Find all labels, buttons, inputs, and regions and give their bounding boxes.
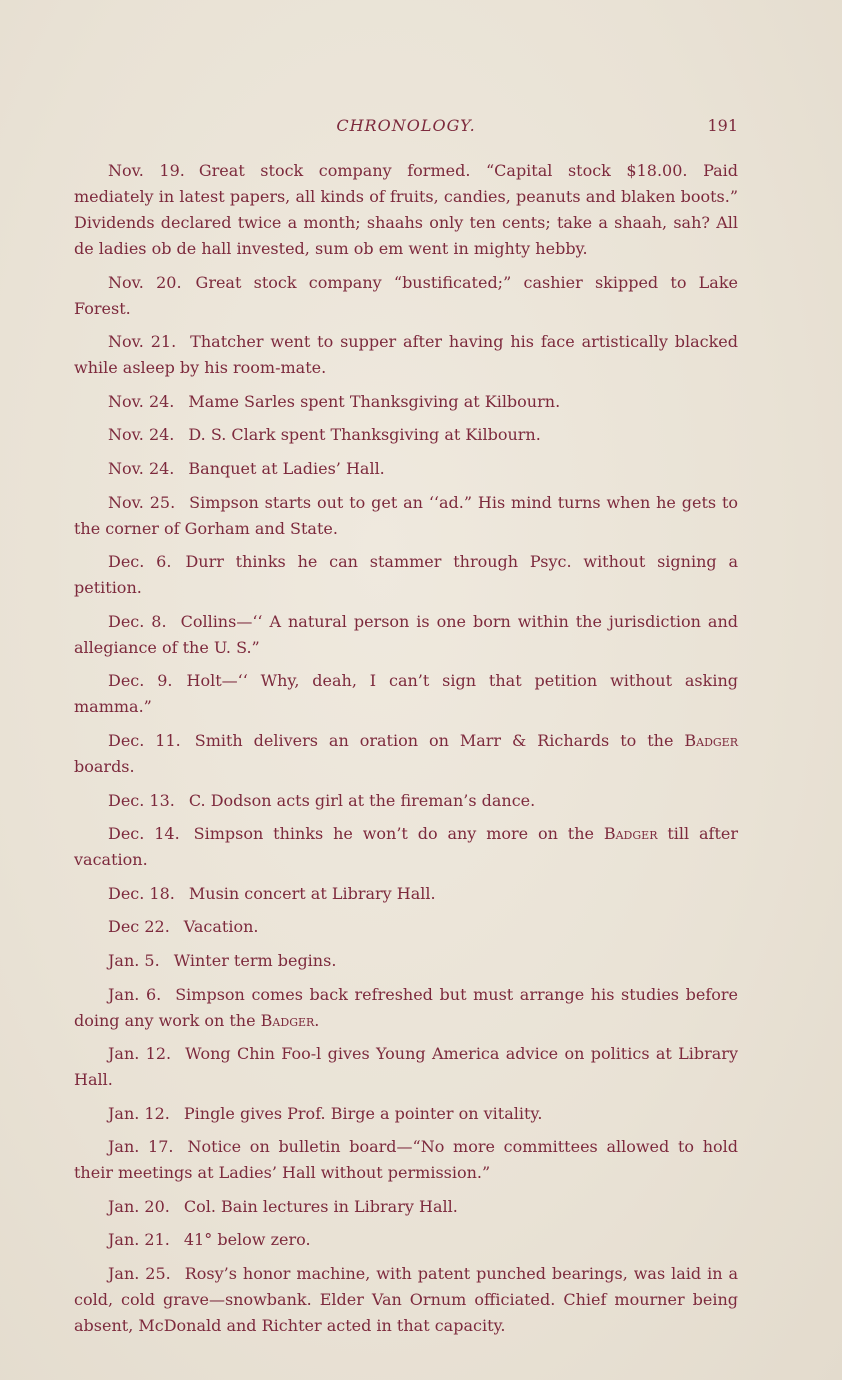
entry-text: Simpson thinks he won’t do any more on the xyxy=(193,824,604,844)
entry-date: Dec. 18. xyxy=(108,883,175,903)
entry xyxy=(74,728,738,780)
entry-date: Nov. 21. xyxy=(108,332,177,352)
entry xyxy=(74,914,738,940)
entry-date: Jan. 5. xyxy=(108,950,160,970)
entry xyxy=(74,948,738,974)
page-header xyxy=(74,116,738,140)
running-head: CHRONOLOGY. xyxy=(336,116,476,135)
badger-reference: Badger xyxy=(603,824,658,844)
entry-text: D. S. Clark spent Thanksgiving at Kilbourn. xyxy=(188,425,541,445)
entry xyxy=(74,668,738,720)
entry-text: Pingle gives Prof. Birge a pointer on vitality. xyxy=(183,1103,543,1123)
entry xyxy=(74,158,738,262)
entry xyxy=(74,821,738,873)
entry xyxy=(74,1261,738,1339)
entry xyxy=(74,1041,738,1093)
entry xyxy=(74,270,738,322)
entry-text: Smith delivers an oration on Marr & Richards to the xyxy=(194,730,685,750)
chronology-entries xyxy=(74,158,738,1347)
entry-text: Thatcher went to supper after having his face artistically blacked while asleep by his room-mate. xyxy=(74,332,738,378)
entry-date: Jan. 21. xyxy=(108,1230,170,1250)
entry-text: . xyxy=(314,1010,320,1030)
entry-date: Nov. 24. xyxy=(108,391,175,411)
entry-text: Banquet at Ladies’ Hall. xyxy=(188,458,385,478)
entry xyxy=(74,329,738,381)
entry-text: 41° below zero. xyxy=(183,1230,311,1250)
entry-date: Nov. 19. xyxy=(108,161,185,180)
entry-text: Collins—‘‘ A natural person is one born within the jurisdiction and allegiance of the U. S.” xyxy=(74,611,738,657)
entry-date: Dec. 9. xyxy=(108,671,173,691)
entry-date: Dec. 8. xyxy=(108,611,167,631)
badger-reference: Badger xyxy=(260,1010,315,1030)
entry-date: Dec 22. xyxy=(108,917,170,937)
page-number: 191 xyxy=(707,116,738,135)
entry xyxy=(74,609,738,661)
entry-text: Great stock company formed. “Capital stock $18.00. Paid mediately in latest papers, all kinds of fruits, candies, peanuts and blaken boots.” Dividends declared twice a month; shaahs only ten cents; take a shaah, sah? All de ladies ob de hall invested, sum ob em went in mighty hebby. xyxy=(74,161,739,258)
entry-date: Jan. 12. xyxy=(108,1044,172,1064)
entry-text: Mame Sarles spent Thanksgiving at Kilbourn. xyxy=(188,391,561,411)
entry xyxy=(74,1101,738,1127)
entry-date: Dec. 6. xyxy=(108,552,172,572)
entry-date: Nov. 24. xyxy=(108,425,175,445)
entry-date: Dec. 11. xyxy=(108,730,181,750)
entry xyxy=(74,1134,738,1186)
entry-text: Col. Bain lectures in Library Hall. xyxy=(183,1196,458,1216)
entry xyxy=(74,881,738,907)
entry-date: Jan. 25. xyxy=(108,1264,171,1284)
entry-text: Vacation. xyxy=(183,917,259,937)
entry-text: Simpson starts out to get an ‘‘ad.” His mind turns when he gets to the corner of Gorham and State. xyxy=(74,492,739,538)
entry-date: Jan. 6. xyxy=(108,984,162,1004)
entry xyxy=(74,1194,738,1220)
badger-reference: Badger xyxy=(684,730,738,750)
entry-date: Dec. 13. xyxy=(108,790,175,810)
entry-text: Durr thinks he can stammer through Psyc. without signing a petition. xyxy=(74,552,738,598)
entry-text: Great stock company “bustificated;” cashier skipped to Lake Forest. xyxy=(74,272,739,318)
entry-date: Nov. 25. xyxy=(108,492,176,512)
entry xyxy=(74,1227,738,1253)
entry xyxy=(74,490,738,542)
entry-text: Rosy’s honor machine, with patent punched bearings, was laid in a cold, cold grave—snowbank. Elder Van Ornum officiated. Chief mourner being absent, McDonald and Richter acted in that capacity. xyxy=(74,1264,739,1336)
entry-date: Jan. 12. xyxy=(108,1103,170,1123)
entry-text: till after vacation. xyxy=(74,824,738,870)
entry-text: Holt—‘‘ Why, deah, I can’t sign that petition without asking mamma.” xyxy=(74,671,738,717)
entry-date: Nov. 24. xyxy=(108,458,175,478)
entry xyxy=(74,788,738,814)
entry-text: Wong Chin Foo-l gives Young America advice on politics at Library Hall. xyxy=(74,1044,738,1090)
entry-date: Nov. 20. xyxy=(108,272,182,292)
entry-text: Musin concert at Library Hall. xyxy=(188,883,436,903)
entry-text: boards. xyxy=(74,756,135,776)
entry-date: Jan. 20. xyxy=(108,1196,170,1216)
entry xyxy=(74,422,738,448)
entry xyxy=(74,549,738,601)
entry xyxy=(74,389,738,415)
entry-text: Simpson comes back refreshed but must arrange his studies before doing any work on the xyxy=(74,984,738,1030)
entry-text: C. Dodson acts girl at the fireman’s dance. xyxy=(188,790,536,810)
entry xyxy=(74,456,738,482)
entry-text: Winter term begins. xyxy=(173,950,337,970)
entry xyxy=(74,982,738,1034)
entry-text: Notice on bulletin board—“No more committees allowed to hold their meetings at Ladies’ Hall without permission.” xyxy=(74,1137,739,1183)
entry-date: Dec. 14. xyxy=(108,824,180,844)
entry-date: Jan. 17. xyxy=(108,1137,174,1157)
